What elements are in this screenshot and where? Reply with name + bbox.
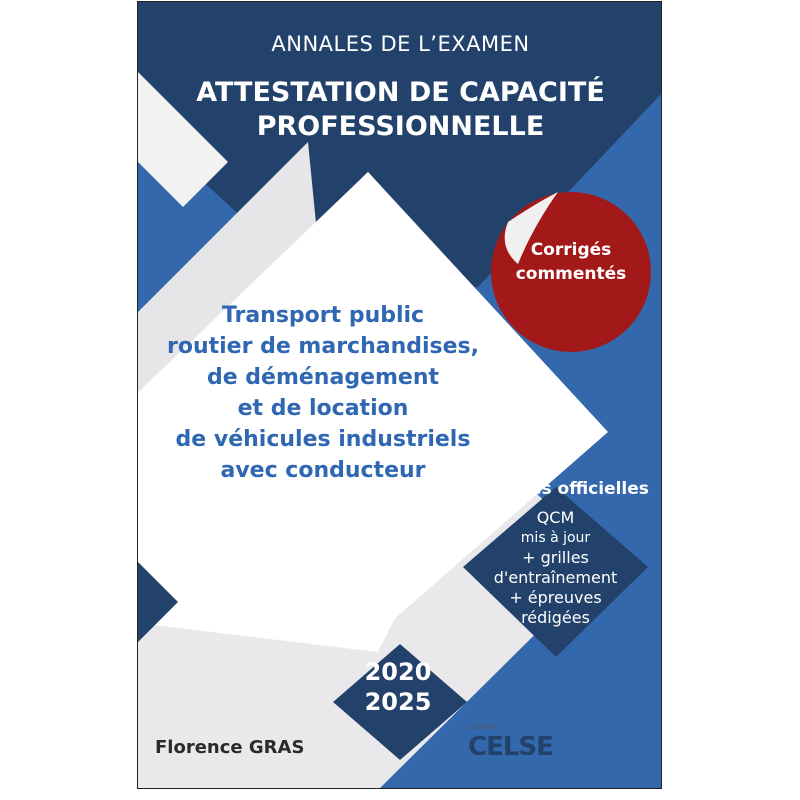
title-line-2: PROFESSIONNELLE [256, 111, 545, 142]
epreuves-label: Épreuves officielles [463, 479, 649, 499]
subject-line: et de location [237, 396, 409, 421]
contents-line: d'entraînement [493, 568, 618, 587]
year-start: 2020 [364, 658, 432, 686]
edition-years [343, 657, 453, 717]
contents-line: QCM [536, 508, 575, 527]
corriges-sticker [491, 238, 651, 286]
subject-line: de déménagement [206, 365, 440, 390]
book-title [138, 76, 662, 144]
contents-line: mis à jour [520, 530, 591, 546]
book-cover [137, 1, 662, 789]
supertitle: ANNALES DE L’EXAMEN [271, 32, 530, 56]
publisher-logo [468, 724, 553, 762]
subject-line: avec conducteur [220, 458, 426, 483]
title-line-1: ATTESTATION DE CAPACITÉ [196, 77, 605, 108]
subject-line: de véhicules industriels [175, 427, 471, 452]
author-name: Florence GRAS [155, 737, 305, 758]
contents-line: + grilles [522, 548, 589, 567]
publisher-name: CELSE [468, 732, 553, 762]
year-end: 2025 [364, 688, 432, 716]
sticker-line: Corrigés [530, 240, 612, 260]
subject-line: routier de marchandises, [166, 334, 480, 359]
publisher-small: ÉDITIONS [468, 724, 497, 731]
subject-text [138, 300, 508, 486]
sticker-line: commentés [515, 264, 627, 284]
subject-line: Transport public [221, 303, 425, 328]
contents-line: + épreuves [509, 588, 602, 607]
contents-line: rédigées [521, 608, 590, 627]
contents-list [468, 508, 643, 628]
